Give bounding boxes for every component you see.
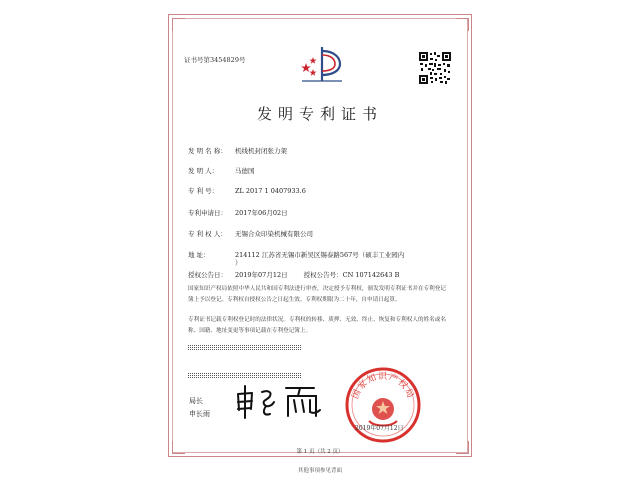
grant-no-label: 授权公告号：: [303, 271, 343, 279]
certificate-title: 发明专利证书: [256, 105, 383, 123]
patent-no-value: ZL 2017 1 0407933.6: [235, 187, 306, 195]
field-invention-name: [188, 146, 287, 155]
seal-date: 2019年07月12日: [355, 425, 404, 432]
inventor-value: 马德国: [235, 167, 255, 175]
filing-date-value: 2017年06月02日: [235, 209, 288, 217]
invention-name-label: 发 明 名 称：: [188, 147, 227, 155]
certificate-number: 证书号第3454829号: [184, 56, 246, 64]
grant-no-value: CN 107142643 B: [342, 271, 400, 279]
director-title: 局长: [189, 397, 203, 405]
frame-corner-top-right: [456, 18, 469, 31]
inventor-label: 发 明 人：: [188, 167, 219, 175]
address-value-cont: ）: [235, 259, 242, 267]
grant-date-value: 2019年07月12日: [235, 271, 288, 279]
patentee-value: 无锡合众印染机械有限公司: [235, 230, 313, 238]
patent-office-logo-icon: [296, 45, 348, 85]
dotted-line-3: [188, 349, 302, 350]
filing-date-label: 专利申请日：: [188, 209, 227, 217]
field-address: [188, 250, 404, 259]
dotted-line-2: [188, 347, 302, 348]
official-seal-icon: [343, 365, 423, 445]
invention-name-value: 机线机封闭张力架: [235, 147, 287, 155]
frame-corner-top-left: [172, 18, 185, 31]
field-grant: [188, 270, 399, 279]
footer-note: 其他事项参见背面: [297, 468, 342, 474]
director-signature-icon: [232, 384, 328, 420]
dotted-line-1: [188, 345, 302, 346]
dotted-line-4: [188, 373, 302, 374]
body-paragraph-2: 专利证书记载专利权登记时的法律状况。专利权的转移、质押、无效、终止、恢复和专利权人的姓名或名称、国籍、地址变更等事项记载在专利登记簿上。: [188, 317, 446, 334]
page-number: 第 1 页（共 2 页）: [296, 449, 344, 455]
field-patent-no: [188, 186, 306, 195]
seal-text: 国家知识产权局: [350, 372, 416, 401]
director-name: 申长雨: [189, 410, 210, 418]
dotted-line-5: [188, 375, 302, 376]
address-label: 地 址：: [188, 251, 210, 259]
field-address-continued: [235, 258, 242, 267]
patentee-label: 专 利 权 人：: [188, 230, 227, 238]
field-inventor: [188, 166, 255, 175]
qr-code-icon: [418, 51, 452, 85]
field-patentee: [188, 229, 313, 238]
address-value: 214112 江苏省无锡市新吴区锡泰路567号（硕丰工业园内: [235, 251, 405, 259]
grant-date-label: 授权公告日：: [188, 271, 227, 279]
patent-no-label: 专 利 号：: [188, 187, 219, 195]
field-filing-date: [188, 208, 288, 217]
dotted-line-6: [188, 377, 302, 378]
body-paragraph-1: 国家知识产权局依照中华人民共和国专利法进行审查，决定授予专利权，颁发发明专利证书并在专利登记簿上予以登记。专利权自授权公告之日起生效。专利权期限为二十年，自申请日起算。: [188, 286, 446, 303]
